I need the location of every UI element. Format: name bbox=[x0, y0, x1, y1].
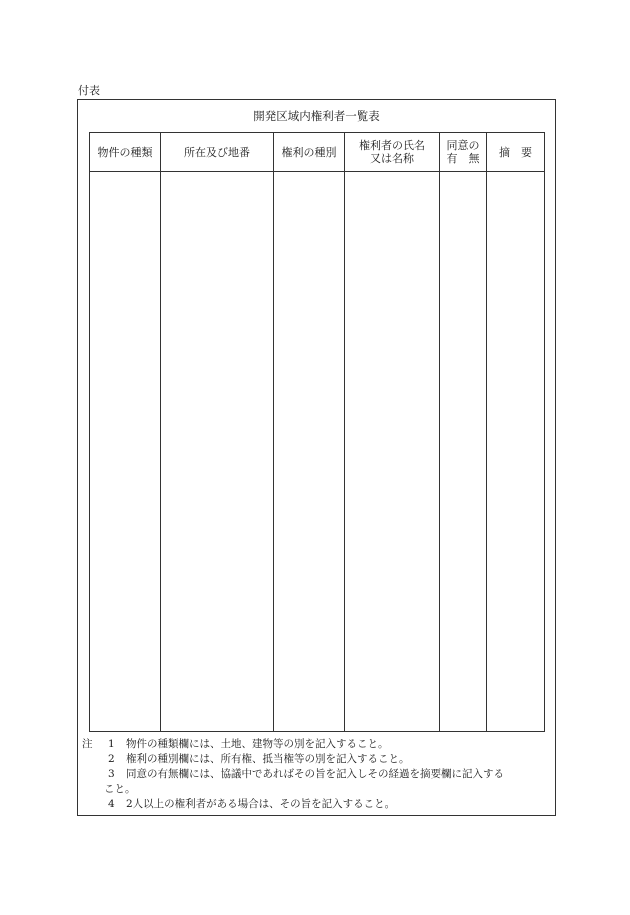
note-number: 3 bbox=[108, 768, 115, 780]
header-line: 摘 要 bbox=[499, 145, 532, 159]
document-label: 付表 bbox=[78, 84, 100, 97]
form-title: 開発区域内権利者一覧表 bbox=[253, 109, 380, 123]
notes-section bbox=[82, 737, 552, 812]
cell-consent bbox=[440, 172, 487, 732]
note-item bbox=[82, 767, 552, 797]
note-text: 2人以上の権利者がある場合は、その旨を記入すること。 bbox=[126, 798, 396, 810]
note-number: 4 bbox=[108, 798, 115, 810]
note-text: 同意の有無欄には、協議中であればその旨を記入しその経過を摘要欄に記入する bbox=[126, 768, 504, 780]
header-right-type bbox=[274, 133, 345, 172]
header-line: 同意の bbox=[446, 139, 480, 152]
note-item bbox=[82, 797, 552, 812]
header-location-lot bbox=[161, 133, 274, 172]
header-remarks bbox=[487, 133, 545, 172]
header-line: 所在及び地番 bbox=[184, 145, 250, 159]
cell-right-type bbox=[274, 172, 345, 732]
header-line: 又は名称 bbox=[370, 152, 414, 165]
header-line: 権利者の氏名 bbox=[359, 139, 425, 152]
header-property-type bbox=[90, 133, 161, 172]
table-row bbox=[90, 172, 545, 732]
rights-holder-table bbox=[89, 132, 545, 732]
note-text-continuation: こと。 bbox=[104, 783, 136, 795]
header-line: 権利の種別 bbox=[281, 145, 337, 159]
note-text: 権利の種別欄には、所有権、抵当権等の別を記入すること。 bbox=[126, 753, 410, 765]
header-line: 有 無 bbox=[446, 152, 480, 165]
form-frame bbox=[77, 99, 556, 816]
note-number: 2 bbox=[108, 753, 115, 765]
cell-holder-name bbox=[345, 172, 440, 732]
header-line: 物件の種類 bbox=[97, 145, 153, 159]
header-holder-name bbox=[345, 133, 440, 172]
notes-mark: 注 bbox=[82, 738, 93, 750]
note-item bbox=[82, 737, 552, 752]
table-header-row bbox=[90, 133, 545, 172]
note-item bbox=[82, 752, 552, 767]
cell-remarks bbox=[487, 172, 545, 732]
note-number: 1 bbox=[108, 738, 115, 750]
note-text: 物件の種類欄には、土地、建物等の別を記入すること。 bbox=[126, 738, 389, 750]
header-consent bbox=[440, 133, 487, 172]
cell-property-type bbox=[90, 172, 161, 732]
cell-location-lot bbox=[161, 172, 274, 732]
